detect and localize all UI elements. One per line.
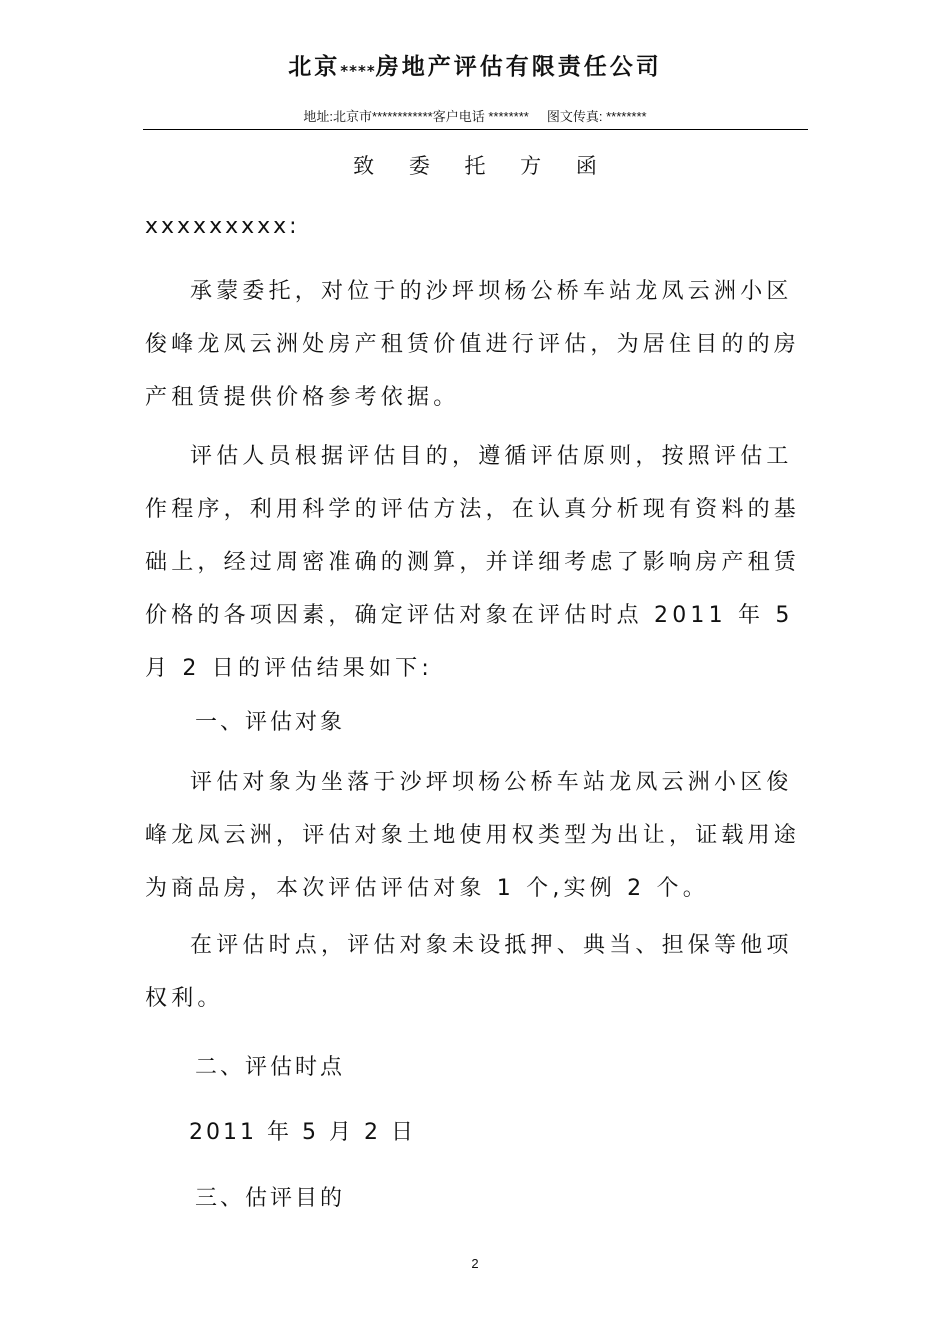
company-name-suffix: 房地产评估有限责任公司: [375, 54, 662, 80]
company-name-prefix: 北京: [288, 54, 341, 80]
valuation-date: 2011 年 5 月 2 日: [189, 1120, 416, 1145]
page-number: 2: [471, 1256, 479, 1271]
contact-line: 地址:北京市************客户电话 ******** 图文传真: ********: [303, 109, 647, 124]
letter-title: 致 委 托 方 函: [353, 154, 611, 178]
section-heading-valuation-purpose: 三、估评目的: [195, 1186, 346, 1211]
section-heading-valuation-date: 二、评估时点: [195, 1055, 346, 1080]
company-name: [0, 48, 950, 81]
paragraph-valuation-object: 评估对象为坐落于沙坪坝杨公桥车站龙凤云洲小区俊峰龙凤云洲，评估对象土地使用权类型为出让，证载用途为商品房，本次评估评估对象 1 个,实例 2 个。: [145, 770, 801, 901]
company-name-masked: ****: [340, 62, 376, 80]
salutation: xxxxxxxxx:: [145, 214, 300, 239]
section-heading-valuation-object: 一、评估对象: [195, 710, 346, 735]
header-divider: [143, 129, 808, 130]
paragraph-entrustment: 承蒙委托，对位于的沙坪坝杨公桥车站龙凤云洲小区俊峰龙凤云洲处房产租赁价值进行评估，为居住目的的房产租赁提供价格参考依据。: [145, 279, 801, 410]
paragraph-methodology: 评估人员根据评估目的，遵循评估原则，按照评估工作程序，利用科学的评估方法，在认真分析现有资料的基础上，经过周密准确的测算，并详细考虑了影响房产租赁价格的各项因素，确定评估对象在评估时点 2011 年 5 月 2 日的评估结果如下:: [145, 444, 801, 681]
paragraph-encumbrances: 在评估时点，评估对象未设抵押、典当、担保等他项权利。: [145, 933, 793, 1011]
